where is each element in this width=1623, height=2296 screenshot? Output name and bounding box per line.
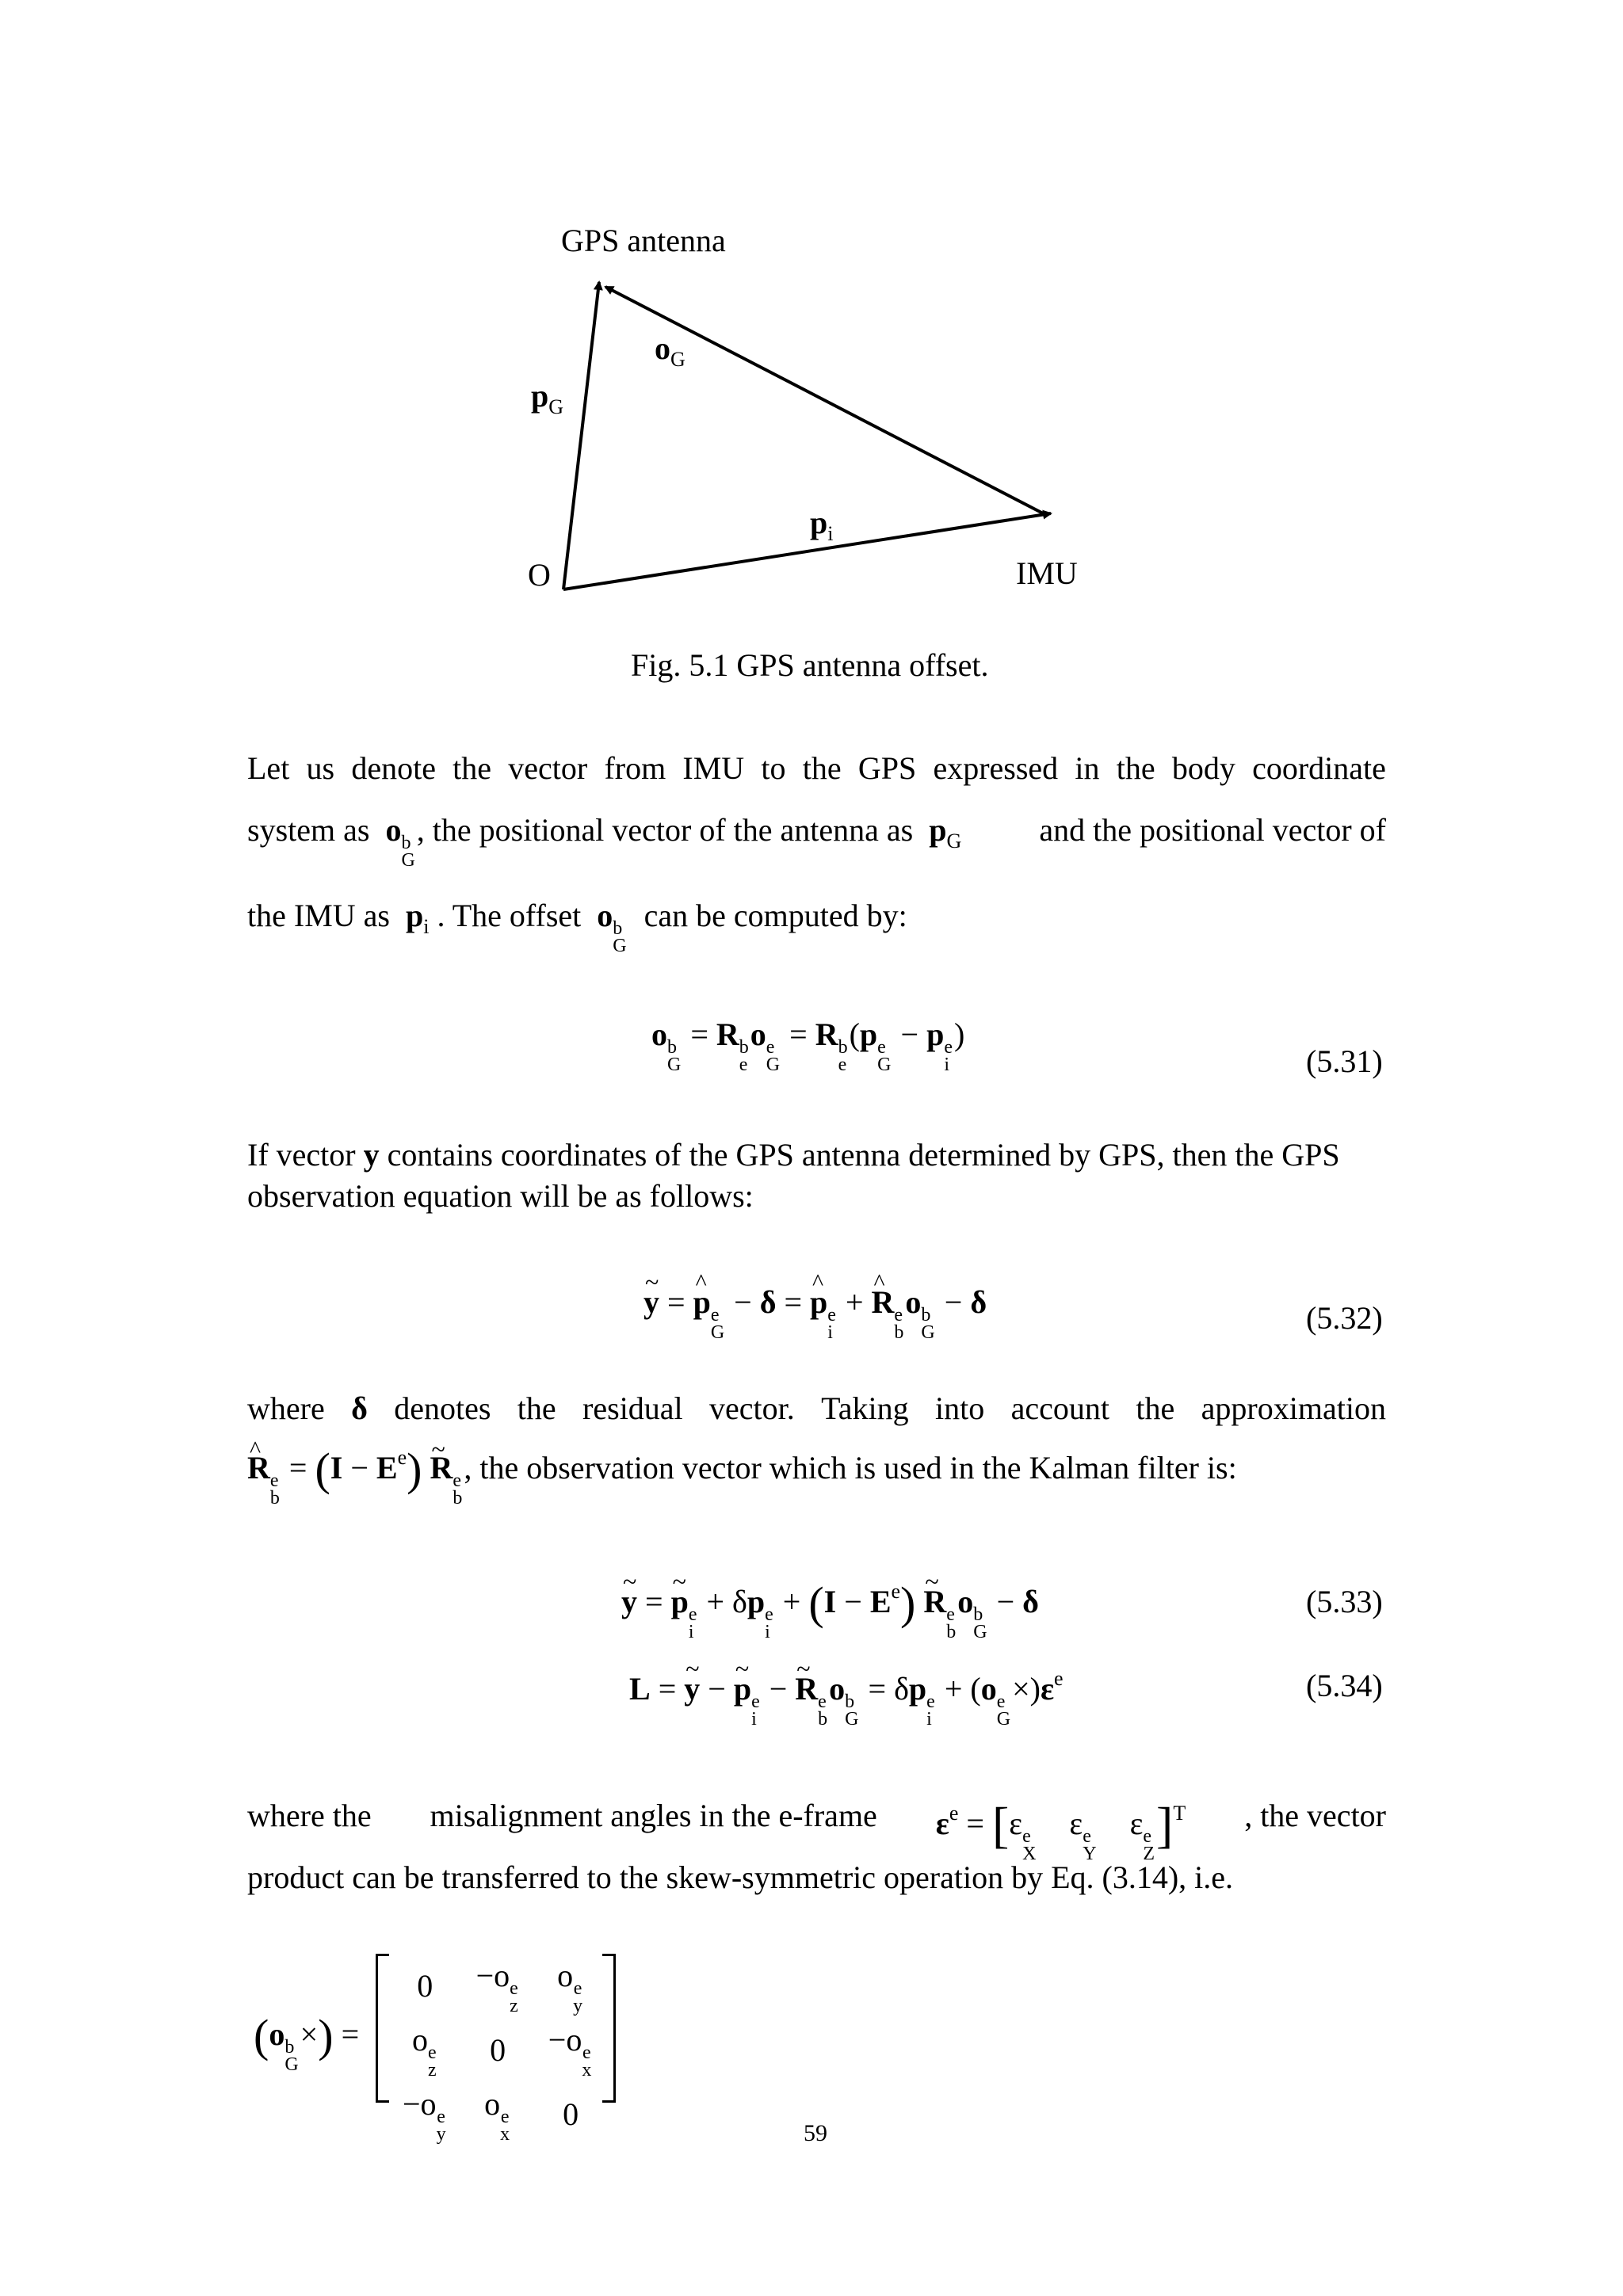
paragraph-3-line-2: ^ R e b = $(I - E^e)$ ~ R e b , the observation vector which is used in the Kalman filter is: <box>247 1447 1386 1507</box>
word: us <box>306 750 335 786</box>
matrix-left-bracket <box>376 1954 389 2103</box>
vector-pi-line <box>563 513 1051 589</box>
word: body <box>1171 750 1235 786</box>
word: to <box>761 750 786 786</box>
word: from <box>604 750 666 786</box>
word: approximation <box>1201 1390 1386 1426</box>
figure-label-origin: O <box>528 557 551 593</box>
equation-5-31: o b G = R b e o e G = R b e (p e G − p e i ) <box>651 1016 965 1075</box>
paragraph-1-line-2: system as o b G , the positional vector of the antenna as $p_G$ and the positional vector of <box>247 812 1386 871</box>
equation-number-5-32: (5.32) <box>1306 1300 1383 1336</box>
word: denotes <box>394 1390 491 1426</box>
word: the <box>1136 1390 1175 1426</box>
paragraph-1-line-3: the IMU as $p_i$ . The offset o b G can be computed by: <box>247 898 907 956</box>
word: the <box>517 1390 556 1426</box>
skew-matrix-lhs: (o b G ×) = <box>254 2010 360 2075</box>
vector-pG-line <box>563 282 599 589</box>
word: Taking <box>821 1390 909 1426</box>
vector-oG-line <box>605 287 1046 515</box>
word: vector <box>508 750 588 786</box>
figure-label-oG: $o_G$ <box>655 330 685 371</box>
equation-number-5-33: (5.33) <box>1306 1584 1383 1619</box>
word: vector. <box>709 1390 795 1426</box>
word: the <box>802 750 842 786</box>
word: into <box>935 1390 985 1426</box>
paragraph-4-line-2: product can be transferred to the skew-symmetric operation by Eq. (3.14), i.e. <box>247 1859 1234 1895</box>
figure-label-pG: $p_G$ <box>531 378 564 418</box>
skew-matrix: 0 −o e z o e y o e z 0 −o e x −o e y o e x 0 <box>403 1958 592 2145</box>
word: in <box>1075 750 1100 786</box>
word: where <box>247 1390 325 1426</box>
figure-label-gps-antenna: GPS antenna <box>561 223 726 258</box>
word: δ <box>351 1390 368 1426</box>
word: GPS <box>857 750 917 786</box>
paragraph-2-line-1: If vector y contains coordinates of the GPS antenna determined by GPS, then the GPS <box>247 1137 1340 1173</box>
equation-5-32: ~ y = ^ p e G − δ = ^ p e i + ^ R e b o b G − δ <box>643 1283 987 1341</box>
paragraph-2-line-2: observation equation will be as follows: <box>247 1178 754 1214</box>
paragraph-4-line-1: where the misalignment angles in the e-frame $\varepsilon^e = [\varepsilon$ e X ε e Y ε e Z ]$^T$ , the vector <box>247 1797 1386 1864</box>
word: coordinate <box>1252 750 1386 786</box>
gps-offset-diagram <box>0 0 1623 713</box>
word: denote <box>351 750 436 786</box>
figure-label-imu: IMU <box>1016 555 1078 591</box>
figure-caption: Fig. 5.1 GPS antenna offset. <box>631 647 989 683</box>
matrix-right-bracket <box>602 1954 616 2103</box>
figure-label-pi: $p_i$ <box>810 505 834 545</box>
word: Let <box>247 750 290 786</box>
equation-number-5-31: (5.31) <box>1306 1043 1383 1079</box>
word: residual <box>582 1390 683 1426</box>
paragraph-1-line-1 <box>247 750 1386 786</box>
paragraph-3-line-1 <box>247 1390 1386 1426</box>
equation-5-34: L = ~ y − ~ p e i − ~ R e b o b G = δp e i + (o e G $\times)\varepsilon^e$ <box>629 1667 1064 1728</box>
page-number: 59 <box>804 2120 827 2146</box>
word: expressed <box>933 750 1059 786</box>
word: account <box>1010 1390 1110 1426</box>
word: the <box>453 750 492 786</box>
word: IMU <box>682 750 745 786</box>
equation-5-33: ~ y = ~ p e i + δp e i + $(I - E^e)$ ~ R e b o b G − δ <box>621 1577 1039 1641</box>
equation-number-5-34: (5.34) <box>1306 1668 1383 1703</box>
word: the <box>1116 750 1155 786</box>
